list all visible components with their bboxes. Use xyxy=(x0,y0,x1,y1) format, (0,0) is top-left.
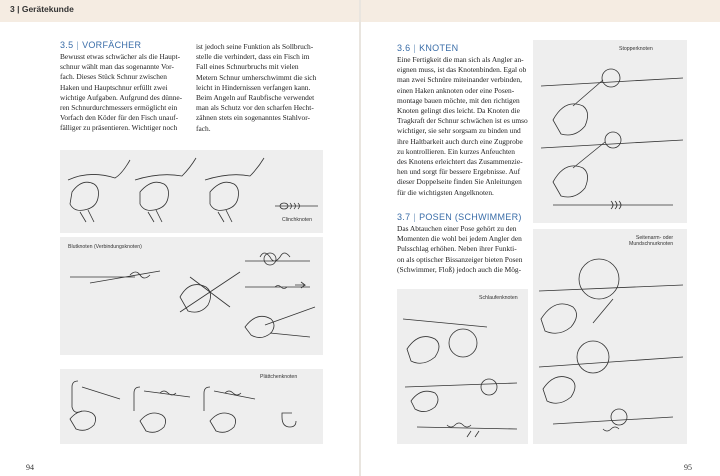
text-line: für die wichtigsten Angelknoten. xyxy=(397,187,494,197)
text-line: zähnen stets ein sogenanntes Stahlvor- xyxy=(196,113,310,123)
section-3-5-column-2 xyxy=(196,42,316,134)
text-line: eignen muss, ist das Knotenbinden. Egal ob xyxy=(397,65,527,75)
section-number: 3.5 xyxy=(60,40,74,50)
blood-knot-caption: Blutknoten (Verbindungsknoten) xyxy=(68,244,142,250)
text-line: ren Schnurdurchmessers ermöglicht ein xyxy=(60,103,178,113)
loop-knot-caption: Schlaufenknoten xyxy=(479,295,518,301)
heading-divider: | xyxy=(76,40,80,50)
section-3-5-heading xyxy=(60,40,141,50)
text-line: ist jedoch seine Funktion als Sollbruch- xyxy=(196,42,314,51)
text-line: leicht in Hindernissen verfangen kann. xyxy=(196,82,311,92)
text-line: schnur wählt man das sogenannte Vor- xyxy=(60,62,174,72)
stopper-knot-drawing xyxy=(533,40,687,223)
text-line: Momenten die wohl bei jedem Angler den xyxy=(397,234,522,244)
text-line: fach. Dieses Stück Schnur zwischen xyxy=(60,72,167,82)
caption-line: Mundschnurknoten xyxy=(629,241,674,247)
spade-knot-illustration-panel xyxy=(60,369,323,444)
blood-knot-drawing xyxy=(60,237,323,355)
text-line: Knoten gelingt dies leicht. Da Knoten die xyxy=(397,106,520,116)
text-line: Pulsschlag erhöhen. Neben ihrer Funkti- xyxy=(397,244,517,254)
page-number-right: 95 xyxy=(684,463,692,472)
page-gutter xyxy=(359,0,361,476)
text-line: stelle die verhindert, dass ein Fisch im xyxy=(196,52,310,62)
text-line: man zwei Schnüre miteinander verbinden, xyxy=(397,75,522,85)
text-line: dieser Doppelseite finden Sie Anleitungen xyxy=(397,177,522,187)
spade-knot-drawing xyxy=(60,369,323,444)
text-line: des Knotens erleichtert das Zusammenzie- xyxy=(397,157,523,167)
caption-line: Seitenarm- oder xyxy=(635,235,674,241)
section-number: 3.7 xyxy=(397,212,411,222)
blood-knot-illustration-panel xyxy=(60,237,323,355)
text-line: fälliger zu präsentieren. Wichtiger noch xyxy=(60,123,178,133)
text-line: einen Haken anknoten oder eine Posen- xyxy=(397,85,515,95)
text-line: wichtiger, sie sehr sorgsam zu binden und xyxy=(397,126,521,136)
text-line: montage bauen möchte, mit den richtigen xyxy=(397,95,520,105)
text-line: ihre Haltbarkeit auch durch eine Zugprobe xyxy=(397,136,523,146)
dropper-knot-illustration-panel xyxy=(533,229,687,444)
text-line: Vorfach den Köder für den Fisch unauf- xyxy=(60,113,179,123)
text-line: wichtige Aufgaben. Aufgrund des dünne- xyxy=(60,92,183,102)
text-line: man als Schutz vor den scharfen Hecht- xyxy=(196,103,314,113)
text-line: Tragkraft der Schnur schwächen ist es umso xyxy=(397,116,528,126)
text-line: fach. xyxy=(196,123,211,133)
section-3-6-heading xyxy=(397,43,458,53)
clinch-knot-illustration-panel xyxy=(60,150,323,233)
section-3-6-text xyxy=(397,55,528,198)
text-line: Bewusst etwas schwächer als die Haupt- xyxy=(60,52,181,61)
text-line: Haken und Hauptschnur erfüllt zwei xyxy=(60,82,168,92)
section-3-7-heading xyxy=(397,212,522,222)
section-3-7-text xyxy=(397,224,522,275)
text-line: hen und sorgt für bessere Ergebnisse. Auf xyxy=(397,167,521,177)
stopper-knot-caption: Stopperknoten xyxy=(619,46,653,52)
text-line: Metern Schnur umherschwimmt die sich xyxy=(196,72,317,82)
section-number: 3.6 xyxy=(397,43,411,53)
text-line: Fall eines Schnurbruchs mit vielen xyxy=(196,62,299,72)
stopper-knot-illustration-panel xyxy=(533,40,687,223)
page-number-left: 94 xyxy=(26,463,34,472)
section-title: POSEN (SCHWIMMER) xyxy=(419,212,522,222)
dropper-knot-drawing xyxy=(533,229,687,444)
section-title: KNOTEN xyxy=(419,43,459,53)
spade-knot-caption: Plättchenknoten xyxy=(260,374,298,380)
text-line: (Schwimmer, Floß) jedoch auch die Mög- xyxy=(397,264,522,274)
section-title: VORFÄCHER xyxy=(82,40,142,50)
section-3-5-column-1 xyxy=(60,52,182,134)
text-line: Das Abtauchen einer Pose gehört zu den xyxy=(397,224,517,233)
heading-divider: | xyxy=(413,212,417,222)
loop-knot-drawing xyxy=(397,289,528,444)
clinch-knot-caption: Clinchknoten xyxy=(282,217,312,223)
text-line: zu kontrollieren. Ein kurzes Anfeuchten xyxy=(397,146,516,156)
heading-divider: | xyxy=(413,43,417,53)
text-line: Beim Angeln auf Raubfische verwendet xyxy=(196,93,315,103)
loop-knot-illustration-panel xyxy=(397,289,528,444)
text-line: Eine Fertigkeit die man sich als Angler an- xyxy=(397,55,524,64)
text-line: on als optischer Bissanzeiger bieten Posen xyxy=(397,254,523,264)
running-head: 3 | Gerätekunde xyxy=(10,4,74,14)
